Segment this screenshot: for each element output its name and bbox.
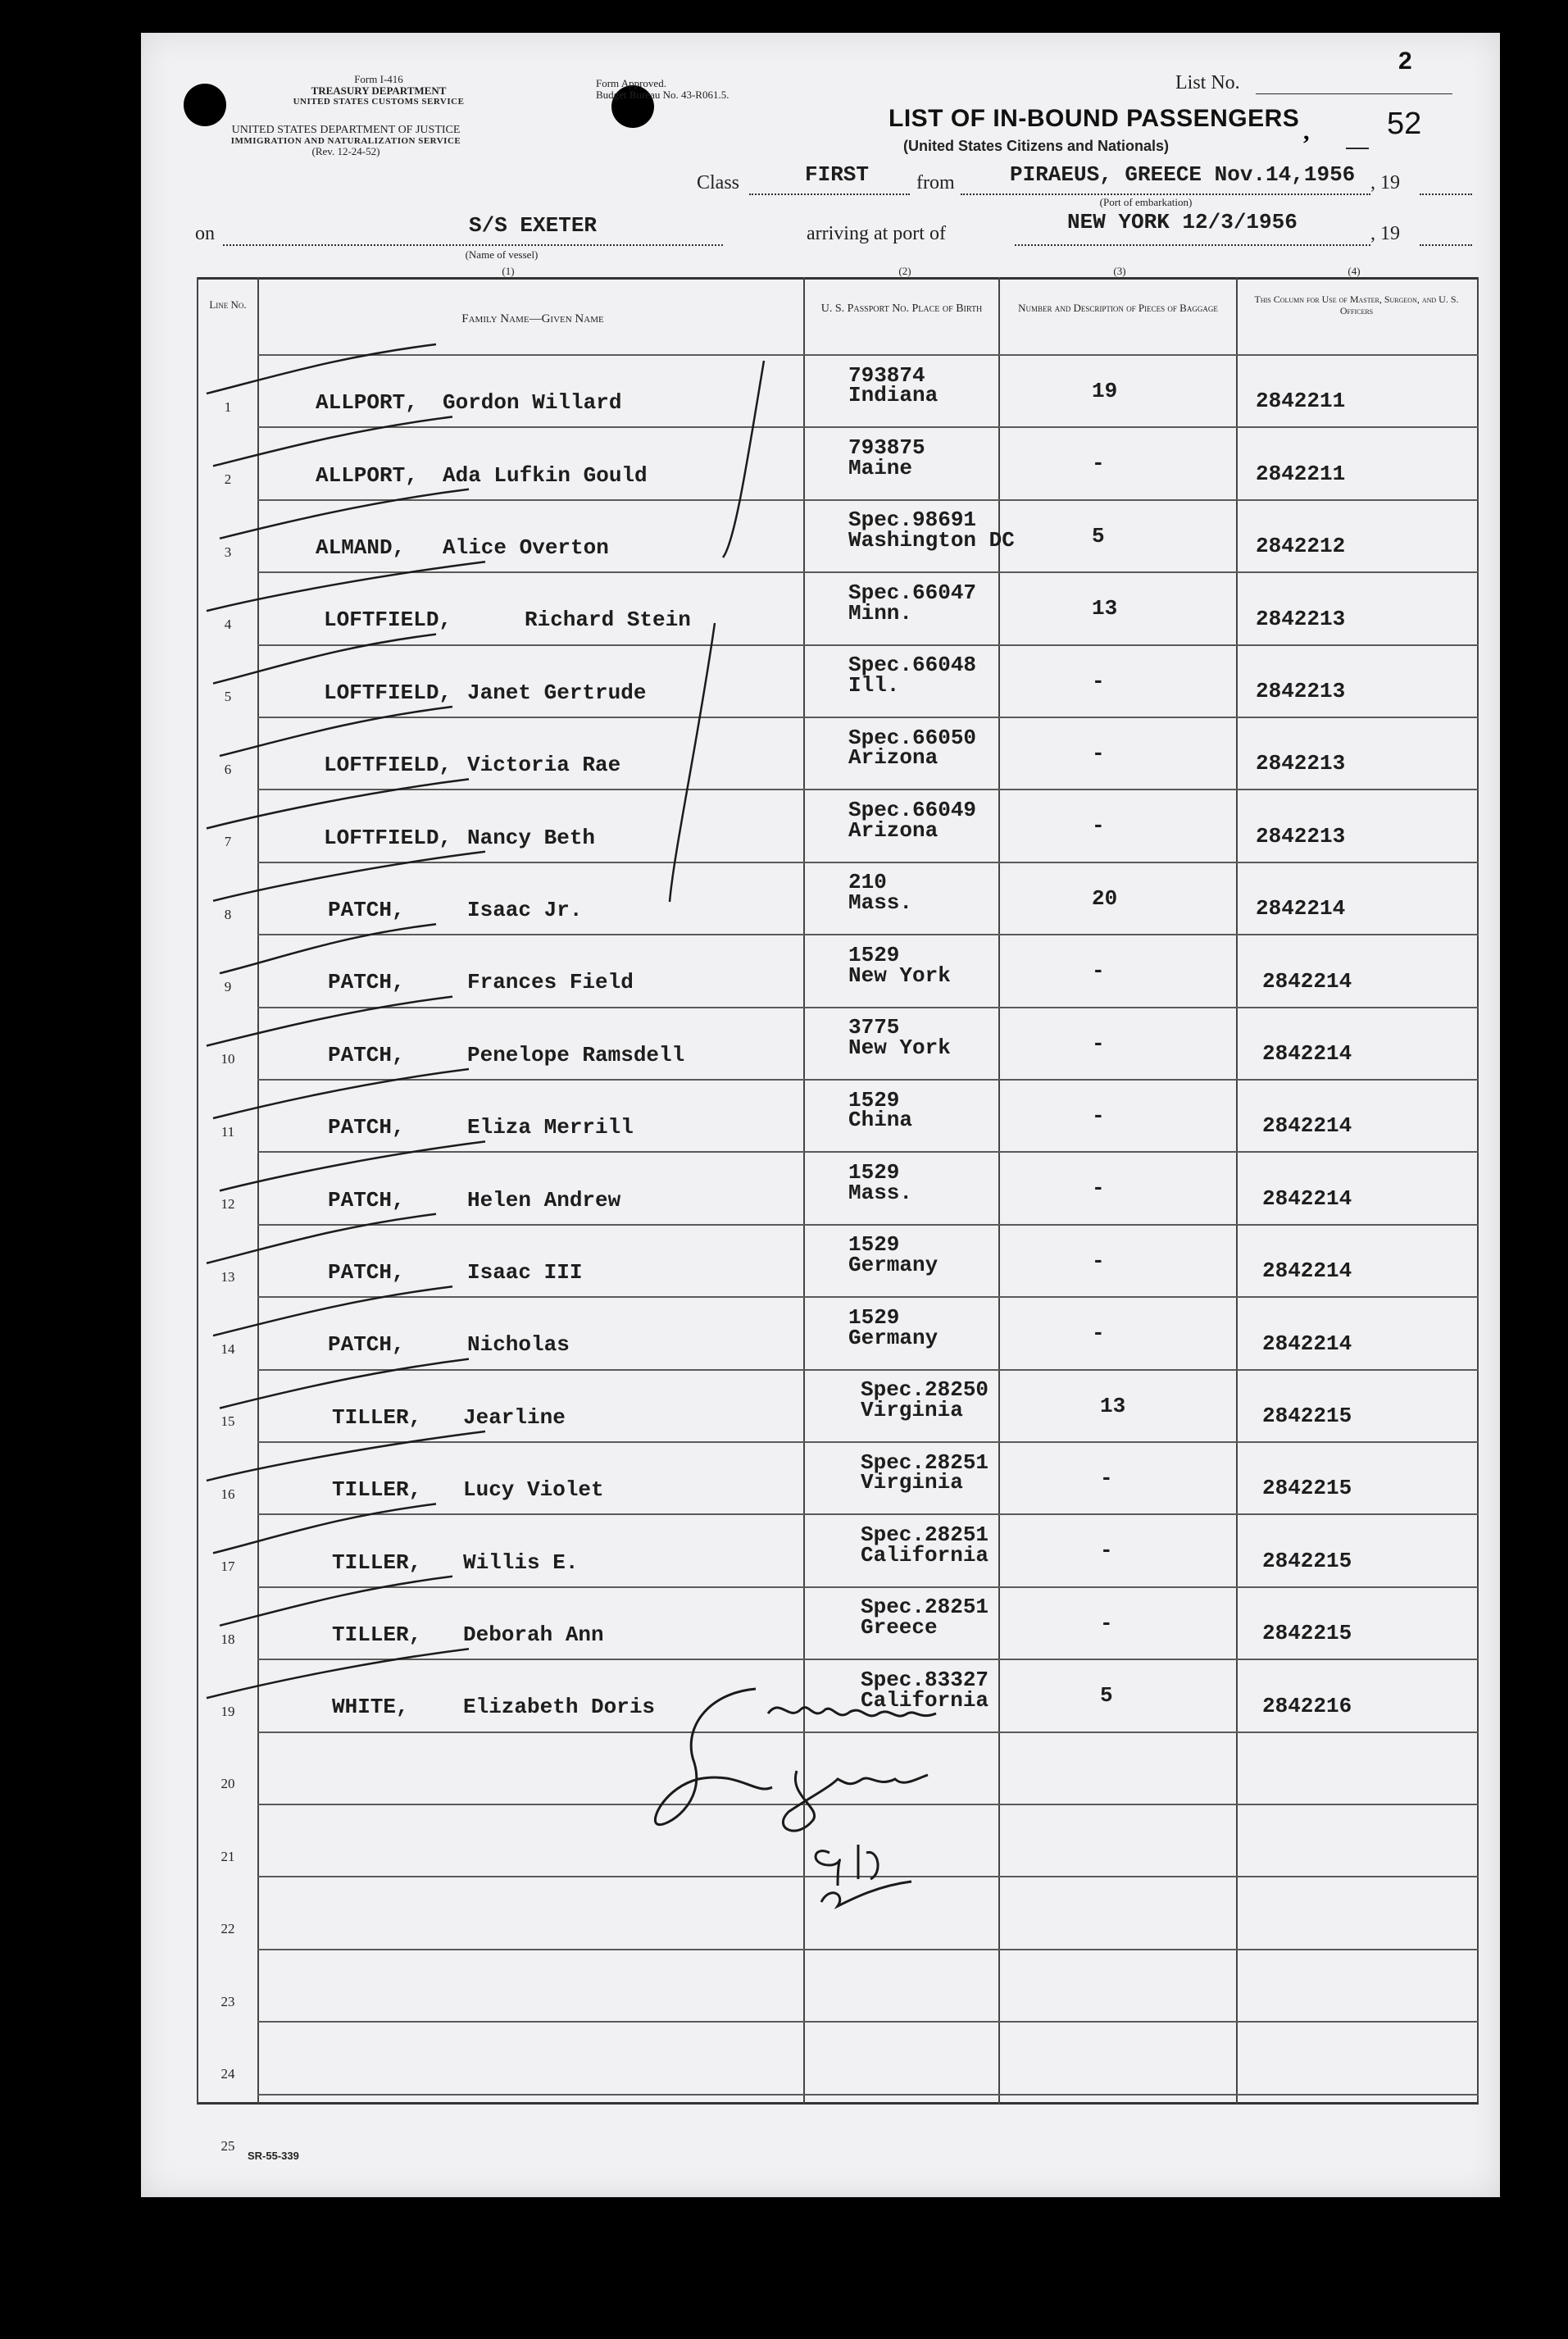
family-name: LOFTFIELD, [324, 825, 452, 850]
line-number: 7 [224, 834, 232, 850]
page-number: 2 [1398, 48, 1412, 75]
manifest-sheet [141, 33, 1500, 2197]
vessel-name: S/S EXETER [469, 213, 598, 238]
line-number: 12 [220, 1196, 235, 1213]
port-of-embarkation-label: (Port of embarkation) [1099, 196, 1193, 208]
line-number: 13 [220, 1268, 235, 1285]
check-slash [220, 924, 436, 973]
given-name: Nancy Beth [467, 825, 596, 850]
passport-number: 1529 [848, 1087, 900, 1113]
from-label: from [916, 172, 955, 193]
passport-number: Spec.66047 [848, 580, 977, 605]
place-of-birth: New York [848, 1035, 951, 1060]
line-number: 2 [224, 471, 232, 488]
place-of-birth: California [861, 1687, 989, 1713]
officer-code: 2842215 [1262, 1548, 1352, 1573]
line-number: 21 [220, 1848, 235, 1864]
place-of-birth: Indiana [848, 383, 939, 408]
family-name: ALLPORT, [316, 390, 418, 416]
place-of-birth: Maine [848, 455, 913, 480]
place-of-birth: New York [848, 962, 951, 988]
place-of-birth: Arizona [848, 745, 939, 771]
family-name: TILLER, [332, 1622, 422, 1647]
check-slash [220, 489, 469, 539]
baggage-count: - [1092, 958, 1105, 984]
baggage-count: 5 [1100, 1683, 1113, 1709]
officer-code: 2842214 [1256, 896, 1346, 921]
family-name: LOFTFIELD, [324, 753, 452, 778]
given-name: Lucy Violet [463, 1477, 604, 1503]
baggage-count: 13 [1092, 596, 1118, 621]
list-number: 52 [1387, 107, 1422, 141]
check-slash [213, 1504, 436, 1553]
family-name: PATCH, [328, 1332, 405, 1358]
table-row [197, 1949, 1479, 2021]
baggage-count: - [1092, 668, 1105, 694]
table-row [197, 2094, 1479, 2166]
form-number: Form I-416 [354, 73, 403, 85]
family-name: PATCH, [328, 1042, 405, 1067]
officer-code: 2842214 [1262, 1331, 1352, 1356]
col-num-2: (2) [898, 265, 911, 277]
given-name: Frances Field [467, 970, 634, 995]
class-label: Class [697, 172, 740, 193]
line-number: 14 [220, 1340, 235, 1357]
checkmark-slashes [190, 279, 813, 1836]
check-slash [207, 344, 436, 394]
check-slash [213, 852, 485, 901]
family-name: ALLPORT, [316, 462, 418, 488]
officer-code: 2842211 [1256, 461, 1346, 486]
given-name: Ada Lufkin Gould [443, 462, 648, 488]
col-num-4: (4) [1348, 265, 1361, 277]
line-number: 8 [224, 906, 232, 922]
line-number: 24 [220, 2065, 235, 2082]
line-number: 1 [224, 398, 232, 415]
check-slash [207, 562, 485, 611]
check-slash [207, 1214, 436, 1263]
place-of-birth: Virginia [861, 1470, 963, 1495]
family-name: WHITE, [332, 1695, 409, 1720]
passport-number: Spec.98691 [848, 507, 977, 533]
family-name: PATCH, [328, 970, 405, 995]
class-value: FIRST [805, 162, 870, 187]
given-name: Victoria Rae [467, 753, 621, 778]
passport-number: 793874 [848, 362, 925, 388]
footer-code: SR-55-339 [248, 2150, 299, 2162]
line-number: 17 [220, 1559, 235, 1575]
page-subtitle: (United States Citizens and Nationals) [903, 138, 1170, 154]
header-name: Family Name—Given Name [461, 312, 604, 325]
baggage-count: - [1092, 1104, 1105, 1129]
passport-number: 1529 [848, 1159, 900, 1185]
place-of-birth: Mass. [848, 1180, 913, 1205]
family-name: ALMAND, [316, 535, 406, 560]
given-name: Alice Overton [443, 535, 609, 560]
dept-ins: IMMIGRATION AND NATURALIZATION SERVICE [230, 136, 461, 146]
baggage-count: - [1092, 1176, 1105, 1201]
year-label-2: , 19 [1370, 223, 1400, 244]
officer-code: 2842214 [1262, 968, 1352, 994]
line-number: 16 [220, 1486, 235, 1502]
given-name: Penelope Ramsdell [467, 1042, 685, 1067]
passport-number: 3775 [848, 1015, 900, 1040]
dept-treasury: TREASURY DEPARTMENT [311, 84, 447, 97]
officer-code: 2842215 [1262, 1621, 1352, 1646]
passport-number: Spec.66049 [848, 797, 977, 822]
passport-number: 1529 [848, 1304, 900, 1330]
place-of-birth: Mass. [848, 890, 913, 916]
check-slash [207, 1431, 485, 1481]
line-number: 6 [224, 761, 232, 777]
officer-code: 2842213 [1256, 606, 1346, 631]
place-of-birth: Minn. [848, 600, 913, 626]
on-label: on [195, 223, 215, 244]
place-of-birth: Virginia [861, 1397, 963, 1422]
line-number: 4 [224, 616, 232, 632]
given-name: Isaac Jr. [467, 897, 583, 922]
year-label-1: , 19 [1370, 172, 1400, 193]
passport-number: Spec.28251 [861, 1522, 989, 1547]
family-name: LOFTFIELD, [324, 680, 452, 705]
passport-number: Spec.83327 [861, 1667, 989, 1692]
place-of-birth: Arizona [848, 817, 939, 843]
family-name: TILLER, [332, 1477, 422, 1503]
given-name: Eliza Merrill [467, 1115, 634, 1140]
officer-code: 2842213 [1256, 751, 1346, 776]
place-of-birth: Greece [861, 1615, 938, 1640]
family-name: TILLER, [332, 1549, 422, 1575]
family-name: PATCH, [328, 897, 405, 922]
line-number: 5 [224, 689, 232, 705]
line-number: 15 [220, 1413, 235, 1430]
given-name: Deborah Ann [463, 1622, 604, 1647]
given-name: Isaac III [467, 1259, 583, 1285]
header-line-no: Line No. [209, 298, 247, 311]
col-num-1: (1) [502, 265, 515, 277]
baggage-count: - [1100, 1610, 1113, 1636]
check-slash [213, 1286, 452, 1336]
officer-code: 2842215 [1262, 1476, 1352, 1501]
officer-code: 2842214 [1262, 1041, 1352, 1067]
budget-bureau: Budget Bureau No. 43-R061.5. [596, 89, 729, 101]
check-slash [220, 707, 452, 756]
check-slash [220, 1141, 485, 1190]
check-slash [213, 416, 452, 466]
list-no-label: List No. [1175, 72, 1240, 93]
check-slash [220, 1359, 469, 1408]
passport-number: Spec.28251 [861, 1449, 989, 1475]
header-officers: This Column for Use of Master, Surgeon, and U. S. Officers [1254, 294, 1459, 316]
dept-customs: UNITED STATES CUSTOMS SERVICE [293, 97, 465, 107]
given-name: Nicholas [467, 1332, 570, 1358]
arrival-value: NEW YORK 12/3/1956 [1067, 210, 1298, 234]
family-name: PATCH, [328, 1259, 405, 1285]
table-row [197, 2021, 1479, 2093]
line-number: 19 [220, 1703, 235, 1719]
comma-mark: , [1303, 118, 1310, 145]
given-name: Willis E. [463, 1549, 579, 1575]
page-title: LIST OF IN-BOUND PASSENGERS [889, 105, 1300, 132]
officer-code: 2842213 [1256, 679, 1346, 704]
passport-number: 210 [848, 870, 887, 895]
from-value: PIRAEUS, GREECE Nov.14,1956 [1010, 162, 1356, 187]
officer-code: 2842212 [1256, 534, 1346, 559]
check-slash [207, 1649, 469, 1698]
place-of-birth: Ill. [848, 672, 900, 698]
passport-number: 1529 [848, 942, 900, 967]
passport-number: 793875 [848, 435, 925, 460]
baggage-count: - [1092, 1321, 1105, 1346]
given-name: Elizabeth Doris [463, 1695, 656, 1720]
passport-number: Spec.66048 [848, 653, 977, 678]
place-of-birth: Washington DC [848, 528, 1015, 553]
check-slash [207, 997, 452, 1046]
line-number: 18 [220, 1631, 235, 1647]
line-number: 25 [220, 2138, 235, 2155]
form-approved: Form Approved. [596, 77, 666, 89]
officer-code: 2842216 [1262, 1693, 1352, 1718]
line-number: 23 [220, 1993, 235, 2009]
baggage-count: 20 [1092, 885, 1118, 911]
baggage-count: 5 [1092, 523, 1105, 548]
passport-number: Spec.28251 [861, 1595, 989, 1620]
place-of-birth: China [848, 1108, 913, 1133]
officer-code: 2842215 [1262, 1404, 1352, 1429]
given-name: Jearline [463, 1404, 566, 1430]
passport-number: Spec.28250 [861, 1377, 989, 1403]
line-number: 3 [224, 544, 232, 560]
line-number: 9 [224, 978, 232, 994]
officer-code: 2842214 [1262, 1258, 1352, 1284]
baggage-count: 13 [1100, 1393, 1126, 1418]
given-name: Janet Gertrude [467, 680, 647, 705]
passport-number: 1529 [848, 1232, 900, 1258]
line-number: 20 [220, 1776, 235, 1792]
line-number: 10 [220, 1051, 235, 1067]
given-name: Gordon Willard [443, 390, 622, 416]
check-slash [207, 779, 469, 828]
punch-hole-left [184, 84, 226, 126]
form-revision: (Rev. 12-24-52) [311, 145, 380, 157]
line-number: 22 [220, 1921, 235, 1937]
place-of-birth: Germany [848, 1253, 939, 1278]
family-name: TILLER, [332, 1404, 422, 1430]
passport-number: Spec.66050 [848, 725, 977, 750]
family-name: LOFTFIELD, [324, 608, 452, 633]
check-slash [213, 1069, 469, 1118]
vessel-name-label: (Name of vessel) [465, 248, 539, 261]
baggage-count: - [1092, 813, 1105, 839]
line-number: 11 [220, 1123, 235, 1140]
baggage-count: - [1092, 1031, 1105, 1056]
given-name: Helen Andrew [467, 1187, 621, 1213]
family-name: PATCH, [328, 1115, 405, 1140]
officer-code: 2842211 [1256, 389, 1346, 414]
header-passport: U. S. Passport No. Place of Birth [820, 303, 983, 315]
arriving-label: arriving at port of [807, 223, 946, 244]
place-of-birth: California [861, 1542, 989, 1568]
officer-code: 2842213 [1256, 823, 1346, 849]
officer-code: 2842214 [1262, 1113, 1352, 1139]
baggage-count: - [1092, 451, 1105, 476]
header-baggage: Number and Description of Pieces of Baggage [1018, 302, 1218, 314]
officer-code: 2842214 [1262, 1185, 1352, 1211]
baggage-count: 19 [1092, 379, 1118, 404]
baggage-count: - [1092, 741, 1105, 767]
check-slash [213, 635, 436, 684]
given-name: Richard Stein [525, 608, 691, 633]
check-slash [220, 1577, 452, 1626]
place-of-birth: Germany [848, 1325, 939, 1350]
baggage-count: - [1100, 1538, 1113, 1563]
dept-justice: UNITED STATES DEPARTMENT OF JUSTICE [231, 124, 461, 136]
col-num-3: (3) [1113, 265, 1126, 277]
baggage-count: - [1092, 1248, 1105, 1273]
family-name: PATCH, [328, 1187, 405, 1213]
baggage-count: - [1100, 1466, 1113, 1491]
